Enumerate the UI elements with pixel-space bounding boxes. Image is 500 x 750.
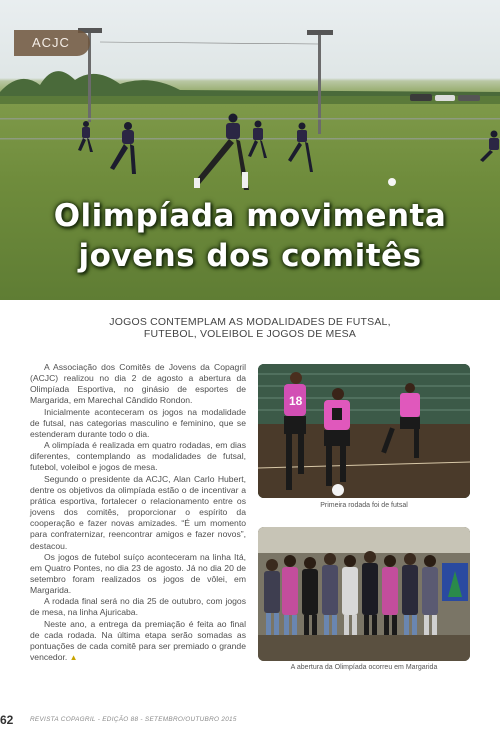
paragraph: A Associação dos Comitês de Jovens da Copagril (ACJC) realizou no dia 2 de agosto a abertura da Olimpíada Esportiva, no ginásio de esportes de Margarida, em Marechal Cândido Rondon. (30, 362, 246, 406)
soccer-ball-icon (388, 178, 396, 186)
crowd-illustration (258, 527, 470, 661)
page-title (0, 196, 500, 276)
futsal-illustration (258, 364, 470, 498)
paragraph-text: Neste ano, a entrega da premiação é feita ao final de cada rodada. Na última etapa serão somadas as pontuações de cada comitê para ser premiado o grande vencedor. (30, 618, 246, 663)
opening-ceremony-photo (258, 527, 470, 661)
photo-caption-1: Primeira rodada foi de futsal (320, 502, 408, 509)
paragraph: Inicialmente aconteceram os jogos na modalidade de futsal, nas categorias masculino e feminino, que se estenderam durante todo o dia. (30, 406, 246, 439)
publication-footer: REVISTA COPAGRIL - EDIÇÃO 88 - SETEMBRO/OUTUBRO 2015 (30, 716, 237, 723)
ball-icon (332, 484, 344, 496)
paragraph (30, 619, 246, 664)
subtitle-line-2: FUTEBOL, VOLEIBOL E JOGOS DE MESA (143, 328, 357, 340)
subtitle (60, 316, 440, 340)
paragraph: A rodada final será no dia 25 de outubro, com jogos de mesa, na linha Ajuricaba. (30, 596, 246, 618)
subtitle-line-1: JOGOS CONTEMPLAM AS MODALIDADES DE FUTSAL, (109, 316, 391, 328)
hero-photo (0, 0, 500, 300)
section-tag: ACJC (14, 30, 90, 56)
svg-text:18: 18 (289, 394, 303, 408)
page-number: 62 (0, 713, 14, 727)
headline-line-1: Olimpíada movimenta (53, 198, 447, 234)
article-body (30, 362, 246, 663)
paragraph: Segundo o presidente da ACJC, Alan Carlo Hubert, dentre os objetivos da olimpíada estão o de incentivar a prática esportiva, fortalecer o relacionamento entre os jovens dos comitês, proporcionar o espírito da cooperação e fazer novas amizades. “É um momento para confraternizar, reencontrar amigos e fazer novos”, destacou. (30, 473, 246, 551)
paragraph: A olimpíada é realizada em quatro rodadas, em dias diferentes, contemplando as modalidades de futsal, futebol, voleibol e jogos de mesa. (30, 440, 246, 473)
futsal-photo (258, 364, 470, 498)
photo-caption-2: A abertura da Olimpíada ocorreu em Margarida (290, 664, 438, 671)
end-mark-icon: ▲ (69, 653, 78, 663)
paragraph: Os jogos de futebol suíço aconteceram na linha Itá, em Quatro Pontes, no dia 23 de agosto. Já no dia 20 de setembro foram realizados os jogos de vôlei, em Margarida. (30, 551, 246, 596)
headline-line-2: jovens dos comitês (78, 238, 422, 274)
